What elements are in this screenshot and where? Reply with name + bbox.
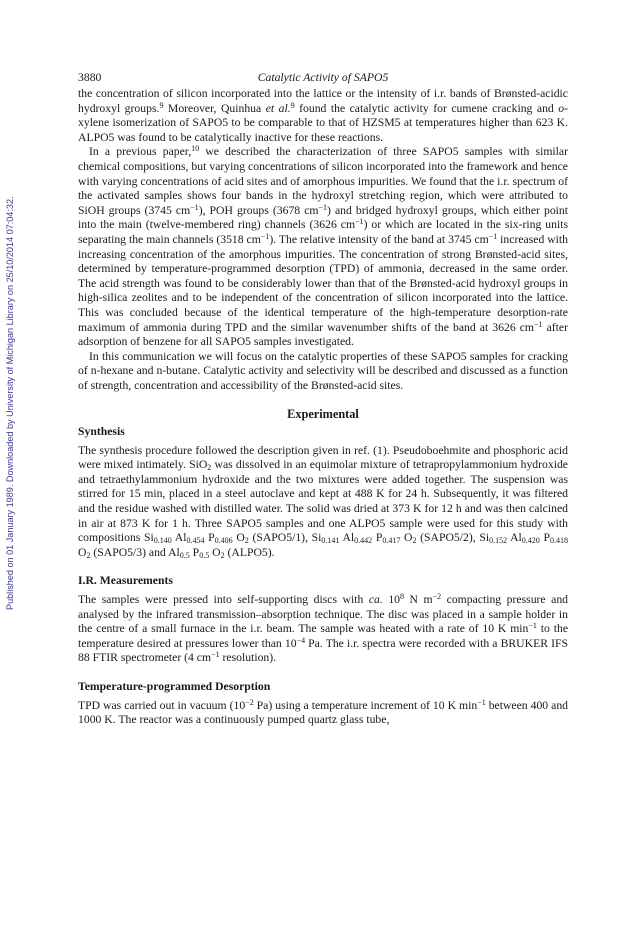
page-number: 3880	[78, 71, 102, 84]
formula-element: Al	[507, 531, 522, 545]
body-text: ) or which are located in the six-ring units separating the main channels (3518 cm	[78, 218, 568, 246]
sample-name: (SAPO5/2),	[416, 531, 480, 545]
unit-exponent: −1	[318, 202, 327, 212]
formula-element: Al	[171, 531, 187, 545]
formula-element: Si	[311, 531, 322, 545]
body-text: increased with increasing concentration of the amorphous impurities. The concentration of strong Brønsted-acid sites, determined by temperature-programmed desorption (TPD) of ammonia, decreased in the same order. The acid strength was found to be considerably lower than that of the Brønsted-acid hydroxyl groups in high-silica zeolites and to be independent of the concentration of silicon incorporated into the lattice. This was concluded because of the identical temperature of the high-temperature desorption-rate maximum of ammonia during TPD and the similar wavenumber shifts of the band at 3626 cm	[78, 232, 569, 334]
citation-ref: 10	[191, 144, 200, 154]
unit-exponent: −1	[534, 319, 543, 329]
unit-exponent: −1	[211, 650, 220, 660]
formula-subscript: 0.417	[382, 536, 401, 546]
synthesis-paragraph	[78, 444, 568, 561]
body-text: The synthesis procedure followed the description given in ref. (1). Pseudoboehmite and phosphoric acid were mixed intimately. SiO	[78, 443, 568, 472]
intro-text: -xylene isomerization of SAPO5 to be comparable to that of HZSM5 at temperatures higher than 623 K. ALPO5 was found to be catalytically inactive for these reactions.	[78, 101, 568, 144]
formula-element: Al	[168, 545, 180, 559]
formula-element: Si	[479, 531, 490, 545]
formula-element: O	[400, 531, 413, 545]
ortho-prefix: o	[558, 101, 565, 115]
body-text: 10	[382, 593, 401, 606]
communication-paragraph: In this communication we will focus on the catalytic properties of these SAPO5 samples for cracking of n-hexane and n-butane. Catalytic activity and selectivity will be described and discussed as a function of strength, concentration and accessibility of the Brønsted-acid sites.	[78, 349, 568, 392]
formula-subscript: 2	[412, 536, 417, 546]
body-text: between 400 and 1000 K. The reactor was a continuously pumped quartz glass tube,	[78, 698, 569, 727]
formula-subscript: 0.420	[521, 536, 540, 546]
citation-ref: 9	[290, 100, 295, 110]
sample-name: (ALPO5).	[224, 545, 275, 559]
et-al: et al.	[265, 101, 291, 115]
formula-subscript: 0.141	[321, 536, 340, 546]
formula-subscript: 0.152	[489, 536, 508, 546]
experimental-heading: Experimental	[287, 407, 359, 422]
formula-element: Al	[339, 531, 355, 545]
formula-subscript: 0.454	[186, 536, 205, 546]
paper-page	[78, 71, 568, 728]
formula-element: O	[78, 545, 87, 559]
unit-exponent: −1	[477, 697, 486, 707]
tpd-paragraph	[78, 699, 568, 728]
download-watermark: Published on 01 January 1989. Downloaded by University of Michigan Library on 25/10/2014 07:04:32.	[5, 196, 15, 610]
unit-exponent: −1	[528, 621, 537, 631]
formula-subscript: 0.442	[354, 536, 373, 546]
body-text: we described the characterization of three SAPO5 samples with similar chemical compositions, but varying concentrations of silicon incorporated into the framework and hence with varying concentrations of acid sites and of amorphous impurities. We found that the i.r. spectrum of the activated samples shows four bands in the hydroxyl stretching region, which were attributed to SiOH groups (3745 cm	[78, 145, 568, 217]
body-text: ) and bridged hydroxyl groups, which either point into the main (twelve-membered ring) channels (3626 cm	[78, 203, 568, 232]
circa: ca.	[368, 593, 383, 606]
body-text: N m	[404, 593, 433, 606]
tpd-heading: Temperature-programmed Desorption	[78, 679, 271, 693]
ir-paragraph	[78, 593, 568, 666]
intro-paragraph	[78, 87, 568, 145]
unit-exponent: −2	[245, 697, 254, 707]
formula-subscript: 2	[220, 550, 225, 560]
sample-name: (SAPO5/1),	[248, 531, 312, 545]
body-text: after adsorption of benzene for all SAPO5 samples investigated.	[78, 320, 568, 349]
running-title: Catalytic Activity of SAPO5	[257, 71, 389, 84]
formula-element: P	[204, 531, 215, 545]
unit-exponent: −1	[190, 202, 199, 212]
ir-heading: I.R. Measurements	[78, 574, 173, 588]
formula-subscript: 2	[86, 550, 91, 560]
formula-subscript: 0.140	[153, 536, 172, 546]
synthesis-heading: Synthesis	[78, 425, 125, 439]
formula-subscript: 0.418	[549, 536, 568, 546]
formula-subscript: 0.5	[199, 550, 210, 560]
unit-exponent: −1	[355, 217, 364, 227]
unit-exponent: −1	[260, 231, 270, 241]
formula-subscript: 0.5	[179, 550, 190, 560]
formula-subscript: 2	[244, 536, 249, 546]
body-text: ). The relative intensity of the band at 3745 cm	[269, 232, 489, 246]
unit-exponent: −2	[432, 592, 442, 601]
body-text: The samples were pressed into self-supporting discs with	[78, 593, 369, 606]
page-header	[78, 71, 568, 86]
intro-text: found the catalytic activity for cumene cracking and	[294, 101, 559, 115]
body-text: resolution).	[219, 651, 277, 665]
formula-element: P	[189, 545, 200, 559]
body-text: to the temperature desired at pressures lower than 10	[78, 622, 569, 650]
previous-paper-paragraph	[78, 145, 568, 349]
formula-subscript: 2	[207, 463, 212, 473]
formula-element: Si	[144, 531, 154, 545]
sample-name: (SAPO5/3) and	[90, 545, 169, 559]
formula-element: P	[372, 531, 383, 545]
citation-ref: 9	[159, 100, 164, 110]
body-text: Pa) using a temperature increment of 10 K min	[253, 698, 478, 712]
formula-subscript: 0.406	[214, 536, 233, 546]
unit-exponent: −1	[488, 231, 498, 241]
unit-exponent: −4	[296, 635, 306, 645]
body-text: In a previous paper,	[89, 145, 192, 159]
formula-element: P	[539, 531, 550, 545]
body-text: Pa. The i.r. spectra were recorded with a BRUKER IFS 88 FTIR spectrometer (4 cm	[78, 636, 569, 665]
body-text: ), POH groups (3678 cm	[198, 203, 319, 217]
intro-text: Moreover, Quinhua	[163, 101, 266, 115]
body-text: was dissolved in an equimolar mixture of tetrapropylammonium hydroxide and tetraethylammonium hydroxide and the two mixtures were added together. The suspension was stirred for 15 min, placed in a steel autoclave and kept at 488 K for 24 h. Subsequently, it was filtered and the residue washed with distilled water. The solid was dried at 373 K for 12 h and was then calcined in air at 873 K for 1 h. Three SAPO5 samples and one ALPO5 sample were used for this study with compositions	[78, 458, 568, 545]
unit-exponent: 8	[400, 592, 405, 601]
formula-element: O	[209, 545, 221, 559]
formula-element: O	[232, 531, 245, 545]
intro-text: the concentration of silicon incorporated into the lattice or the intensity of i.r. bands of Brønsted-acidic hydroxyl groups.	[78, 87, 568, 115]
body-text: compacting pressure and analysed by the infrared transmission–absorption technique. The disc was placed in a sample holder in the centre of a small furnace in the i.r. beam. The sample was heated with a rate of 10 K min	[78, 593, 569, 636]
body-text: TPD was carried out in vacuum (10	[78, 698, 246, 712]
